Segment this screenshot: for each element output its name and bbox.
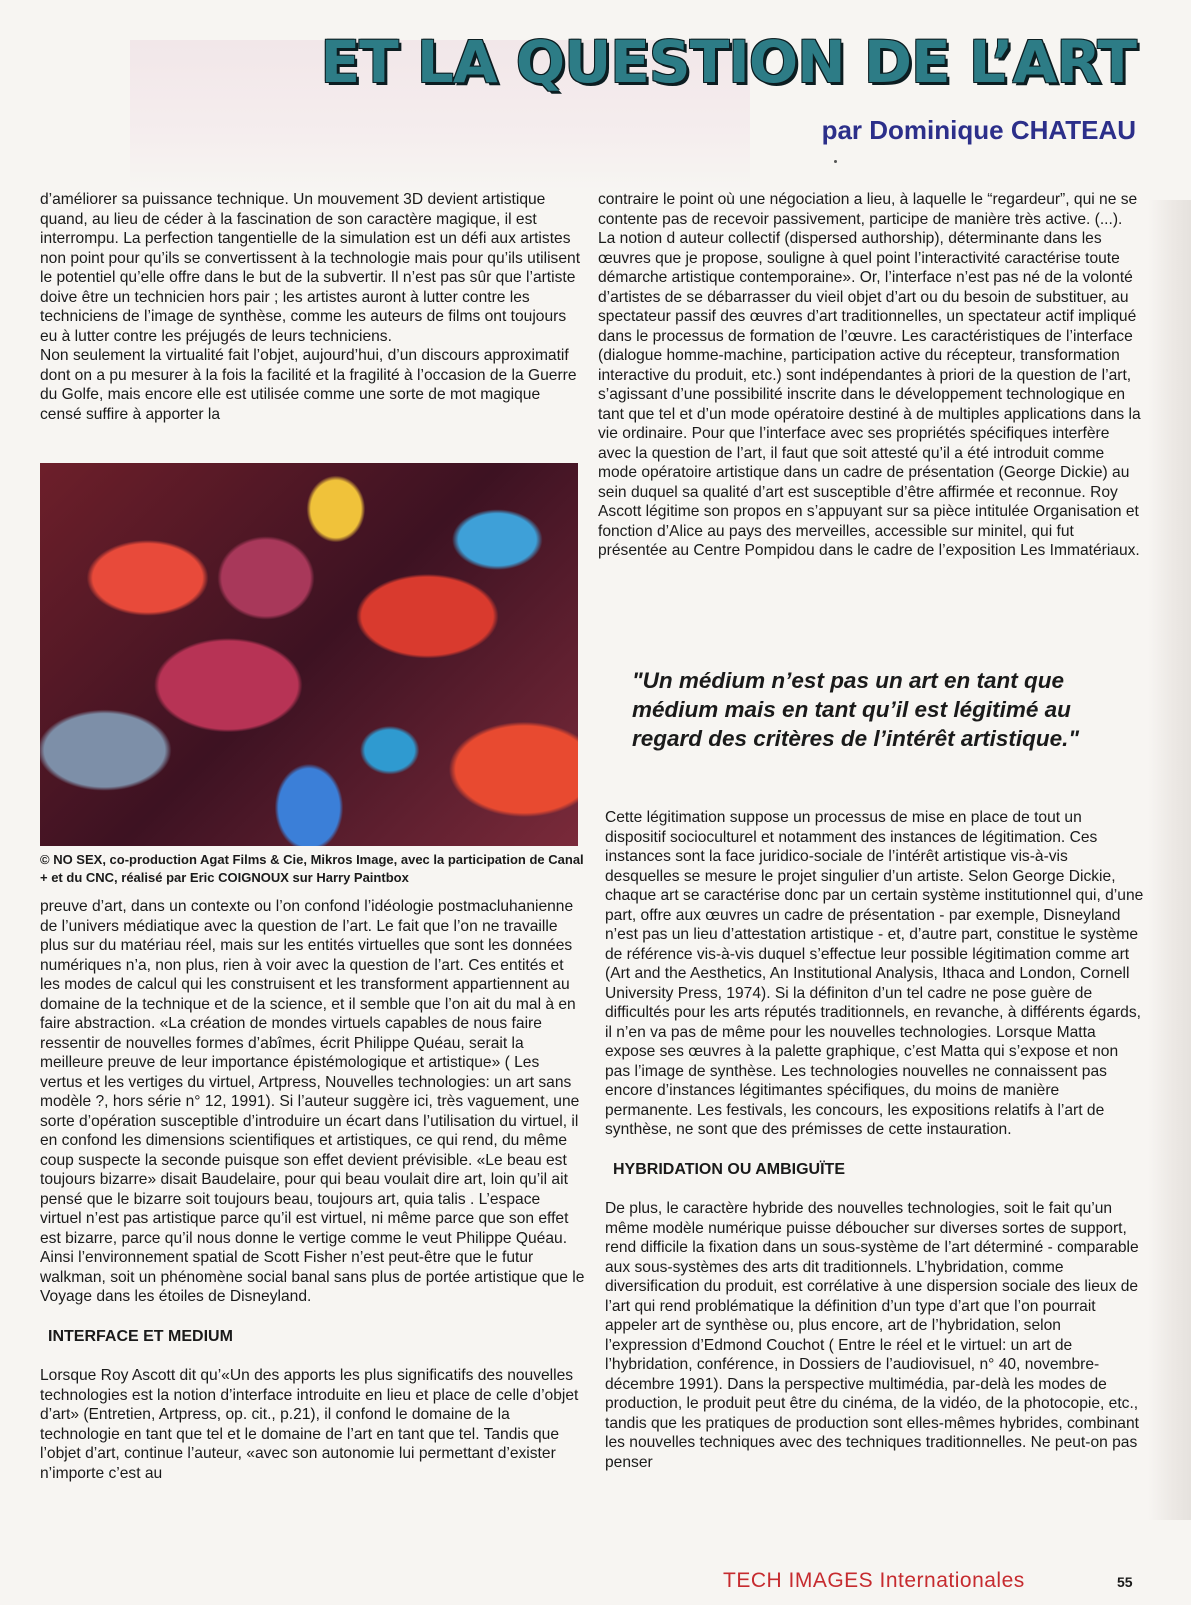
paragraph: De plus, le caractère hybride des nouvelles technologies, soit le fait qu’un même modèle numérique puisse déboucher sur diverses sortes de support, rend difficile la fixation dans un sous-système de l’art déterminé - comparable aux sous-systèmes des arts dit traditionnels. L’hybridation, comme diversification du produit, est corrélative à une dispersion sociale des lieux de l’art qui rend problématique la définition d’un type d’art que l’on pourrait appeler art de synthèse ou, plus encore, art de l’hybridation, selon l’expression d’Edmond Couchot ( Entre le réel et le virtuel: un art de l’hybridation, conférence, in Dossiers de l’audiovisuel, n° 40, novembre-décembre 1991). Dans la perspective multimédia, par-delà les modes de production, le produit peut être du cinéma, de la vidéo, de la photocopie, etc., tandis que les pratiques de production sont elles-mêmes hybrides, combinant les nouvelles techniques avec des techniques traditionnelles. Ne peut-on pas penser [605, 1200, 1139, 1471]
column-left-bottom [40, 897, 585, 1483]
next-page-edge [1148, 200, 1191, 1520]
paragraph: Cette légitimation suppose un processus de mise en place de tout un dispositif socioculturel et notamment des instances de légitimation. Ces instances sont la face juridico-sociale de l’intérêt artistique vis-à-vis desquelles se mesure le projet singulier d’un artiste. Selon George Dickie, chaque art se caractérise donc par un certain système institutionnel qui, d’une part, offre aux œuvres un cadre de présentation - par exemple, Disneyland n’est pas un lieu d’attestation artistique - et, d’autre part, constitue le système de référence vis-à-vis duquel s’effectue leur possible légitimation comme art (Art and the Aesthetics, An Institutional Analysis, Ithaca and London, Cornell University Press, 1974). Si la définiton d’un tel cadre ne pose guère de difficultés pour les arts réputés traditionnels, en revanche, à différents égards, il n’en va pas de même pour les nouvelles technologies. Lorsque Matta expose ses œuvres à la palette graphique, c’est Matta qui s’expose et non pas l’image de synthèse. Les technologies nouvelles ne connaissent pas encore d’instances légitimantes spécifiques, du moins de manière permanente. Les festivals, les concours, les expositions relatifs à l’art de synthèse, ne sont que des prémisses de cette instauration. [605, 809, 1144, 1138]
artwork-image [40, 463, 578, 846]
magazine-name: TECH IMAGES Internationales [723, 1569, 1025, 1592]
column-right-top [598, 190, 1143, 561]
column-right-bottom [605, 808, 1145, 1472]
column-left-top [40, 190, 585, 424]
image-caption: © NO SEX, co-production Agat Films & Cie, Mikros Image, avec la participation de Canal + et du CNC, réalisé par Eric COIGNOUX sur Harry Paintbox [40, 852, 584, 885]
article-author: par Dominique CHATEAU [821, 115, 1136, 145]
paragraph: d’améliorer sa puissance technique. Un mouvement 3D devient artistique quand, au lieu de céder à la fascination de son caractère magique, il est interrompu. La perfection tangentielle de la simulation est un défi aux artistes non point pour qu’ils se convertissent à la technologie mais pour qu’ils utilisent le potentiel qu’elle offre dans le but de la subvertir. Il n’est pas sûr que l’artiste doive être un technicien hors pair ; les artistes auront à lutter contre les techniciens de l’image de synthèse, comme les auteurs de films ont toujours eu à lutter contre les préjugés de leurs techniciens. [40, 191, 581, 345]
section-heading: INTERFACE ET MEDIUM [48, 1327, 233, 1345]
print-speck [834, 160, 837, 163]
paragraph: preuve d’art, dans un contexte ou l’on confond l’idéologie postmacluhanienne de l’univers médiatique avec la question de l’art. Le fait que l’on ne travaille plus sur du matériau réel, mais sur les entités virtuelles que sont les données numériques n’a, non plus, rien à voir avec la question de l’art. Ces entités et les modes de calcul qui les construisent et les transforment appartiennent au domaine de la technique et de la science, et il semble que l’on ait du mal à en faire abstraction. «La création de mondes virtuels capables de nous faire ressentir de nouvelles formes d’abîmes, écrit Philippe Quéau, serait la meilleure preuve de leur importance épistémologique et artistique» ( Les vertus et les vertiges du virtuel, Artpress, Nouvelles technologies: un art sans modèle ?, hors série n° 12, 1991). Si l’auteur suggère ici, très vaguement, une sorte d’opération susceptible d’introduire un écart dans l’utilisation du virtuel, il en confond les dimensions scientifiques et artistiques, ce qui rend, du même coup suspecte la seconde puisque son effet devient prévisible. «Le beau est toujours bizarre» disait Baudelaire, pour qui beau voulait dire art, loin qu’il ait pensé que le bizarre soit toujours beau, toujours art, quia talis . L’espace virtuel n’est pas artistique parce qu’il est virtuel, ni même parce que son effet est bizarre, parce qu’il nous donne le vertige comme le veut Philippe Quéau. Ainsi l’environnement spatial de Scott Fisher n’est peut-être que le futur walkman, soit un phénomène social banal sans plus de portée artistique que le Voyage dans les étoiles de Disneyland. [40, 898, 585, 1305]
article-title: ET LA QUESTION DE L’ART [320, 28, 1136, 96]
paragraph: Non seulement la virtualité fait l’objet, aujourd’hui, d’un discours approximatif dont on a pu mesurer à la fois la facilité et la fragilité à l’occasion de la Guerre du Golfe, mais encore elle est utilisée comme une sorte de mot magique censé suffire à apporter la [40, 347, 577, 423]
pull-quote: "Un médium n’est pas un art en tant que médium mais en tant qu’il est légitimé au regard des critères de l’intérêt artistique." [632, 668, 1080, 751]
page-number: 55 [1117, 1574, 1133, 1590]
section-heading: HYBRIDATION OU AMBIGUÏTE [613, 1160, 845, 1178]
paragraph: Lorsque Roy Ascott dit qu’«Un des apports les plus significatifs des nouvelles technologies est la notion d’interface introduite en lieu et place de celle d’objet d’art» (Entretien, Artpress, op. cit., p.21), il confond le domaine de la technologie en tant que tel et le domaine de l’art en tant que tel. Tandis que l’objet d’art, continue l’auteur, «avec son autonomie lui permettant d’exister n’importe c’est au [40, 1367, 579, 1482]
paragraph: contraire le point où une négociation a lieu, à laquelle le “regardeur”, qui ne se contente pas de recevoir passivement, participe de manière très active. (...). La notion d auteur collectif (dispersed authorship), déterminante dans les œuvres que je propose, souligne à quel point l’interactivité caractérise toute démarche artistique contemporaine». Or, l’interface n’est pas né de la volonté d’artistes de se débarrasser du vieil objet d’art ou du besoin de substituer, au spectateur passif des œuvres d’art traditionnelles, un spectateur actif impliqué dans le processus de formation de l’œuvre. Les caractéristiques de l’interface (dialogue homme-machine, participation active du récepteur, transformation interactive du produit, etc.) sont indépendantes à priori de la question de l’art, s’agissant d’une possibilité inscrite dans le développement technologique en tant que tel et d’un mode opératoire destiné à de multiples applications dans la vie ordinaire. Pour que l’interface avec ses propriétés spécifiques interfère avec la question de l’art, il faut que soit attesté qu’il a été introduit comme mode opératoire artistique dans un cadre de présentation (George Dickie) au sein duquel sa qualité d’art est susceptible d’être affirmée et reconnue. Roy Ascott légitime son propos en s’appuyant sur sa pièce intitulée Organisation et fonction d’Alice au pays des merveilles, accessible sur minitel, qui fut présentée au Centre Pompidou dans le cadre de l’exposition Les Immatériaux. [598, 191, 1141, 559]
